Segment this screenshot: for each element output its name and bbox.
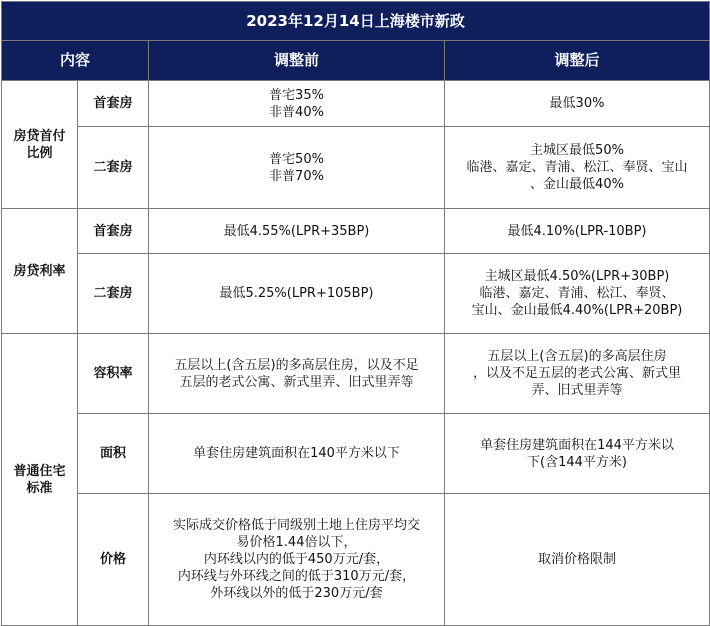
before-cell xyxy=(149,494,445,626)
cell-line: 非普40% xyxy=(269,104,324,120)
category-mortgage-rate xyxy=(2,209,78,334)
table-row xyxy=(2,414,710,494)
category-line: 比例 xyxy=(26,145,53,161)
cell-line: 下(含144平方米) xyxy=(527,454,627,470)
after-cell xyxy=(445,81,710,127)
category-down-payment xyxy=(2,81,78,209)
before-cell xyxy=(149,209,445,254)
table-row xyxy=(2,254,710,334)
cell-line: 最低30% xyxy=(549,96,605,111)
before-cell xyxy=(149,254,445,334)
before-cell xyxy=(149,414,445,494)
title-row xyxy=(2,2,710,41)
cell-line: 普宅35% xyxy=(269,87,324,103)
after-cell xyxy=(445,414,710,494)
cell-line: 五层的老式公寓、新式里弄、旧式里弄等 xyxy=(179,374,414,390)
policy-table xyxy=(1,1,710,626)
after-cell xyxy=(445,494,710,626)
category-line: 房贷首付 xyxy=(13,128,66,144)
table-row xyxy=(2,209,710,254)
cell-line: 外环线以外的低于230万元/套 xyxy=(210,586,383,601)
before-cell xyxy=(149,81,445,127)
category-line: 房贷利率 xyxy=(13,263,66,279)
before-cell xyxy=(149,334,445,414)
cell-line: 最低4.10%(LPR-10BP) xyxy=(507,223,647,239)
cell-line: 宝山、金山最低4.40%(LPR+20BP) xyxy=(471,303,683,318)
header-after: 调整后 xyxy=(445,41,710,81)
cell-line: 主城区最低50% xyxy=(530,143,624,158)
cell-line: 非普70% xyxy=(269,168,324,184)
category-line: 普通住宅 xyxy=(13,463,66,479)
cell-line: 取消价格限制 xyxy=(537,552,616,567)
cell-line: 最低5.25%(LPR+105BP) xyxy=(219,286,374,301)
table-title: 2023年12月14日上海楼市新政 xyxy=(2,2,710,41)
table-row xyxy=(2,494,710,626)
cell-line: 弄、旧式里弄等 xyxy=(531,383,623,398)
sub-first-home: 首套房 xyxy=(78,81,149,127)
cell-line: 、金山最低40% xyxy=(530,177,624,192)
header-before: 调整前 xyxy=(149,41,445,81)
sub-price: 价格 xyxy=(78,494,149,626)
cell-line: 易价格1.44倍以下， xyxy=(236,535,357,550)
cell-line: 五层以上(含五层)的多高层住房，以及不足 xyxy=(174,357,419,373)
cell-line: 普宅50% xyxy=(269,151,324,167)
category-line: 标准 xyxy=(26,480,53,496)
sub-area: 面积 xyxy=(78,414,149,494)
category-standard-housing xyxy=(2,334,78,626)
table-row xyxy=(2,334,710,414)
cell-line: 五层以上(含五层)的多高层住房 xyxy=(487,349,667,364)
after-cell xyxy=(445,127,710,209)
cell-line: 主城区最低4.50%(LPR+30BP) xyxy=(484,269,670,284)
cell-line: 单套住房建筑面积在144平方米以 xyxy=(480,437,674,453)
sub-second-home: 二套房 xyxy=(78,254,149,334)
before-cell xyxy=(149,127,445,209)
cell-line: 最低4.55%(LPR+35BP) xyxy=(223,223,370,239)
cell-line: ，以及不足五层的老式公寓、新式里 xyxy=(472,366,681,381)
after-cell xyxy=(445,209,710,254)
cell-line: 临港、嘉定、青浦、松江、奉贤、宝山 xyxy=(466,160,688,175)
cell-line: 内环线以内的低于450万元/套， xyxy=(203,552,390,567)
after-cell xyxy=(445,254,710,334)
sub-second-home: 二套房 xyxy=(78,127,149,209)
header-row xyxy=(2,41,710,81)
after-cell xyxy=(445,334,710,414)
table-row xyxy=(2,127,710,209)
table-row xyxy=(2,81,710,127)
sub-plot-ratio: 容积率 xyxy=(78,334,149,414)
cell-line: 单套住房建筑面积在140平方米以下 xyxy=(193,446,400,461)
header-content: 内容 xyxy=(2,41,149,81)
cell-line: 内环线与外环线之间的低于310万元/套， xyxy=(177,569,416,584)
cell-line: 临港、嘉定、青浦、松江、奉贤、 xyxy=(479,286,675,301)
sub-first-home: 首套房 xyxy=(78,209,149,254)
cell-line: 实际成交价格低于同级别土地上住房平均交 xyxy=(172,518,420,533)
